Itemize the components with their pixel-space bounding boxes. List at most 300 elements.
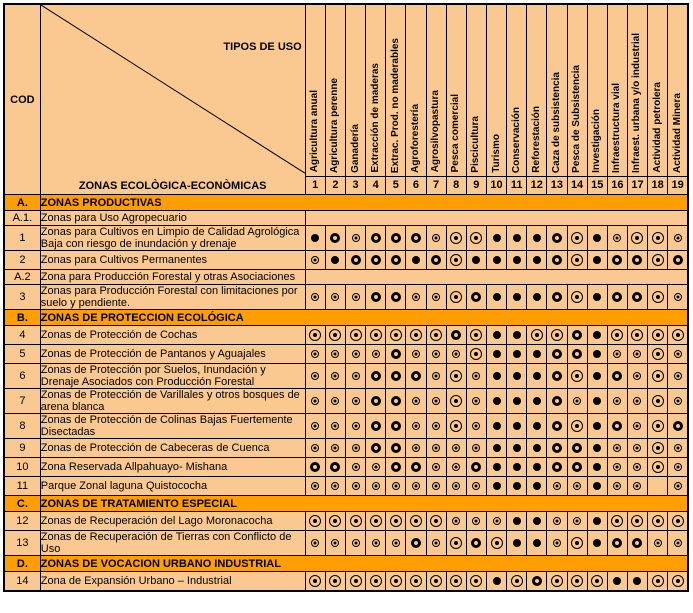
use-type-label: Agrosilvopastura bbox=[430, 90, 442, 173]
matrix-cell bbox=[607, 439, 627, 458]
matrix-cell bbox=[446, 326, 466, 345]
matrix-cell bbox=[406, 285, 426, 310]
matrix-cell bbox=[567, 458, 587, 477]
circled-dot-icon bbox=[430, 515, 442, 527]
matrix-cell bbox=[345, 285, 365, 310]
small-circled-dot-icon bbox=[633, 372, 641, 380]
open-circle-icon bbox=[391, 349, 401, 359]
matrix-cell bbox=[648, 345, 668, 364]
matrix-cell bbox=[607, 285, 627, 310]
row-code: B. bbox=[4, 310, 40, 326]
filled-circle-icon bbox=[493, 444, 501, 452]
matrix-cell bbox=[325, 226, 345, 251]
filled-circle-icon bbox=[593, 517, 601, 525]
open-circle-icon bbox=[371, 255, 381, 265]
small-circled-dot-icon bbox=[392, 539, 400, 547]
matrix-cell bbox=[547, 439, 567, 458]
open-circle-icon bbox=[572, 462, 582, 472]
small-circled-dot-icon bbox=[674, 397, 682, 405]
matrix-cell bbox=[486, 414, 506, 439]
matrix-cell bbox=[366, 389, 386, 414]
open-circle-icon bbox=[330, 462, 340, 472]
circled-dot-icon bbox=[370, 575, 382, 587]
filled-circle-icon bbox=[513, 422, 521, 430]
small-circled-dot-icon bbox=[331, 293, 339, 301]
small-circled-dot-icon bbox=[452, 350, 460, 358]
row-code: 3 bbox=[4, 285, 40, 310]
circled-dot-icon bbox=[450, 537, 462, 549]
use-type-column-header bbox=[426, 4, 446, 176]
open-circle-icon bbox=[391, 443, 401, 453]
use-type-column-header bbox=[627, 4, 647, 176]
matrix-cell bbox=[345, 345, 365, 364]
filled-circle-icon bbox=[593, 372, 601, 380]
matrix-cell bbox=[567, 477, 587, 496]
small-circled-dot-icon bbox=[432, 422, 440, 430]
circled-dot-icon bbox=[571, 254, 583, 266]
small-circled-dot-icon bbox=[372, 463, 380, 471]
open-circle-icon bbox=[411, 538, 421, 548]
matrix-cell bbox=[466, 226, 486, 251]
matrix-cell bbox=[507, 439, 527, 458]
small-circled-dot-icon bbox=[432, 444, 440, 452]
table-row bbox=[4, 211, 688, 226]
matrix-cell bbox=[627, 345, 647, 364]
small-circled-dot-icon bbox=[553, 517, 561, 525]
matrix-cell bbox=[466, 572, 486, 592]
matrix-cell bbox=[567, 251, 587, 270]
table-row bbox=[4, 439, 688, 458]
matrix-cell bbox=[627, 477, 647, 496]
matrix-cell bbox=[345, 414, 365, 439]
open-circle-icon bbox=[391, 292, 401, 302]
matrix-cell bbox=[406, 477, 426, 496]
circled-dot-icon bbox=[350, 515, 362, 527]
matrix-cell bbox=[446, 389, 466, 414]
filled-circle-icon bbox=[493, 372, 501, 380]
small-circled-dot-icon bbox=[633, 482, 641, 490]
row-code: 4 bbox=[4, 326, 40, 345]
matrix-cell bbox=[345, 364, 365, 389]
matrix-cell bbox=[446, 512, 466, 531]
open-circle-icon bbox=[552, 396, 562, 406]
filled-circle-icon bbox=[593, 422, 601, 430]
matrix-cell bbox=[607, 531, 627, 556]
open-circle-icon bbox=[572, 330, 582, 340]
matrix-cell bbox=[547, 285, 567, 310]
filled-circle-icon bbox=[613, 577, 621, 585]
use-type-column-header bbox=[668, 4, 688, 176]
row-code: D. bbox=[4, 556, 40, 572]
matrix-cell bbox=[507, 531, 527, 556]
open-circle-icon bbox=[371, 371, 381, 381]
small-circled-dot-icon bbox=[352, 482, 360, 490]
open-circle-icon bbox=[612, 421, 622, 431]
small-circled-dot-icon bbox=[493, 517, 501, 525]
small-circled-dot-icon bbox=[674, 372, 682, 380]
small-circled-dot-icon bbox=[633, 422, 641, 430]
circled-dot-icon bbox=[390, 329, 402, 341]
matrix-cell bbox=[426, 226, 446, 251]
column-number: 10 bbox=[486, 176, 506, 194]
column-number: 16 bbox=[607, 176, 627, 194]
small-circled-dot-icon bbox=[392, 482, 400, 490]
use-type-label: Infraest. urbana y/o industrial bbox=[631, 32, 643, 173]
matrix-cell bbox=[627, 251, 647, 270]
matrix-cell bbox=[627, 512, 647, 531]
small-circled-dot-icon bbox=[674, 463, 682, 471]
filled-circle-icon bbox=[472, 256, 480, 264]
use-type-column-header bbox=[345, 4, 365, 176]
matrix-cell bbox=[386, 364, 406, 389]
matrix-cell bbox=[325, 389, 345, 414]
small-circled-dot-icon bbox=[472, 482, 480, 490]
filled-circle-icon bbox=[513, 234, 521, 242]
open-circle-icon bbox=[371, 233, 381, 243]
matrix-cell bbox=[386, 251, 406, 270]
row-label: Zonas de Protección de Varillales y otros bosques de arena blanca bbox=[40, 389, 305, 414]
matrix-cell bbox=[345, 531, 365, 556]
filled-circle-icon bbox=[513, 350, 521, 358]
matrix-cell bbox=[648, 285, 668, 310]
matrix-cell bbox=[607, 414, 627, 439]
small-circled-dot-icon bbox=[432, 397, 440, 405]
table-row bbox=[4, 251, 688, 270]
use-type-label: Conservación bbox=[510, 106, 522, 173]
small-circled-dot-icon bbox=[452, 463, 460, 471]
table-row bbox=[4, 270, 688, 285]
circled-dot-icon bbox=[631, 515, 643, 527]
circled-dot-icon bbox=[470, 575, 482, 587]
filled-circle-icon bbox=[493, 234, 501, 242]
matrix-cell bbox=[406, 389, 426, 414]
open-circle-icon bbox=[371, 396, 381, 406]
matrix-cell bbox=[305, 512, 325, 531]
filled-circle-icon bbox=[412, 256, 420, 264]
filled-circle-icon bbox=[533, 372, 541, 380]
small-circled-dot-icon bbox=[633, 444, 641, 452]
matrix-cell bbox=[446, 345, 466, 364]
small-circled-dot-icon bbox=[331, 372, 339, 380]
matrix-cell bbox=[366, 345, 386, 364]
open-circle-icon bbox=[532, 576, 542, 586]
matrix-cell bbox=[486, 251, 506, 270]
matrix-cell bbox=[466, 439, 486, 458]
small-circled-dot-icon bbox=[412, 422, 420, 430]
open-circle-icon bbox=[330, 233, 340, 243]
matrix-cell bbox=[446, 414, 466, 439]
small-circled-dot-icon bbox=[412, 444, 420, 452]
matrix-cell bbox=[607, 226, 627, 251]
matrix-cell bbox=[446, 226, 466, 251]
filled-circle-icon bbox=[533, 482, 541, 490]
column-number: 14 bbox=[567, 176, 587, 194]
open-circle-icon bbox=[471, 538, 481, 548]
column-number: 11 bbox=[507, 176, 527, 194]
small-circled-dot-icon bbox=[674, 444, 682, 452]
circled-dot-icon bbox=[430, 575, 442, 587]
filled-circle-icon bbox=[593, 444, 601, 452]
circled-dot-icon bbox=[450, 232, 462, 244]
matrix-cell bbox=[486, 285, 506, 310]
circled-dot-icon bbox=[652, 348, 664, 360]
circled-dot-icon bbox=[652, 575, 664, 587]
row-code: 2 bbox=[4, 251, 40, 270]
small-circled-dot-icon bbox=[472, 372, 480, 380]
open-circle-icon bbox=[310, 462, 320, 472]
row-label: ZONAS PRODUCTIVAS bbox=[40, 195, 688, 211]
circled-dot-icon bbox=[470, 348, 482, 360]
open-circle-icon bbox=[471, 462, 481, 472]
matrix-cell bbox=[587, 439, 607, 458]
use-type-column-header bbox=[648, 4, 668, 176]
matrix-cell bbox=[507, 512, 527, 531]
filled-circle-icon bbox=[493, 463, 501, 471]
empty-merged-cell bbox=[305, 211, 688, 226]
row-code: A. bbox=[4, 195, 40, 211]
table-row bbox=[4, 572, 688, 592]
matrix-cell bbox=[547, 251, 567, 270]
small-circled-dot-icon bbox=[573, 397, 581, 405]
matrix-cell bbox=[587, 345, 607, 364]
circled-dot-icon bbox=[591, 575, 603, 587]
column-number: 1 bbox=[305, 176, 325, 194]
matrix-cell bbox=[366, 531, 386, 556]
matrix-cell bbox=[547, 572, 567, 592]
open-circle-icon bbox=[612, 292, 622, 302]
row-code: 1 bbox=[4, 226, 40, 251]
matrix-cell bbox=[648, 251, 668, 270]
matrix-cell bbox=[386, 226, 406, 251]
circled-dot-icon bbox=[450, 395, 462, 407]
use-type-label: Infraestructura vial bbox=[611, 82, 623, 173]
row-code: 12 bbox=[4, 512, 40, 531]
matrix-cell bbox=[507, 364, 527, 389]
matrix-cell bbox=[486, 439, 506, 458]
open-circle-icon bbox=[411, 233, 421, 243]
row-code: 10 bbox=[4, 458, 40, 477]
small-circled-dot-icon bbox=[352, 539, 360, 547]
filled-circle-icon bbox=[593, 482, 601, 490]
matrix-cell bbox=[406, 531, 426, 556]
matrix-cell bbox=[426, 439, 446, 458]
matrix-cell bbox=[648, 477, 668, 496]
filled-circle-icon bbox=[593, 539, 601, 547]
table-row bbox=[4, 285, 688, 310]
circled-dot-icon bbox=[652, 420, 664, 432]
matrix-cell bbox=[607, 572, 627, 592]
matrix-cell bbox=[426, 477, 446, 496]
matrix-cell bbox=[567, 285, 587, 310]
matrix-cell bbox=[325, 439, 345, 458]
matrix-cell bbox=[547, 512, 567, 531]
table-row bbox=[4, 345, 688, 364]
circled-dot-icon bbox=[551, 575, 563, 587]
matrix-cell bbox=[366, 572, 386, 592]
matrix-cell bbox=[607, 389, 627, 414]
matrix-cell bbox=[345, 326, 365, 345]
use-type-label: Pesca comercial bbox=[450, 94, 462, 173]
table-row bbox=[4, 512, 688, 531]
filled-circle-icon bbox=[493, 293, 501, 301]
matrix-cell bbox=[386, 285, 406, 310]
matrix-cell bbox=[486, 458, 506, 477]
matrix-cell bbox=[345, 572, 365, 592]
filled-circle-icon bbox=[533, 517, 541, 525]
small-circled-dot-icon bbox=[412, 350, 420, 358]
matrix-cell bbox=[426, 251, 446, 270]
matrix-cell bbox=[668, 458, 688, 477]
circled-dot-icon bbox=[450, 420, 462, 432]
circled-dot-icon bbox=[390, 575, 402, 587]
matrix-cell bbox=[607, 326, 627, 345]
matrix-cell bbox=[668, 389, 688, 414]
matrix-cell bbox=[547, 389, 567, 414]
row-label: Zonas de Recuperación del Lago Moronacocha bbox=[40, 512, 305, 531]
matrix-cell bbox=[305, 345, 325, 364]
table-row bbox=[4, 458, 688, 477]
use-type-label: Investigación bbox=[591, 108, 603, 173]
circled-dot-icon bbox=[410, 329, 422, 341]
row-code: 6 bbox=[4, 364, 40, 389]
matrix-cell bbox=[345, 389, 365, 414]
matrix-cell bbox=[466, 389, 486, 414]
small-circled-dot-icon bbox=[553, 539, 561, 547]
matrix-cell bbox=[587, 414, 607, 439]
circled-dot-icon bbox=[450, 254, 462, 266]
column-number: 18 bbox=[648, 176, 668, 194]
row-label: Zona de Expansión Urbano – Industrial bbox=[40, 572, 305, 592]
filled-circle-icon bbox=[533, 234, 541, 242]
matrix-cell bbox=[386, 414, 406, 439]
circled-dot-icon bbox=[611, 515, 623, 527]
matrix-cell bbox=[466, 285, 486, 310]
small-circled-dot-icon bbox=[654, 539, 662, 547]
matrix-cell bbox=[587, 531, 607, 556]
circled-dot-icon bbox=[511, 575, 523, 587]
use-type-column-header bbox=[446, 4, 466, 176]
filled-circle-icon bbox=[593, 350, 601, 358]
small-circled-dot-icon bbox=[331, 444, 339, 452]
matrix-cell bbox=[527, 251, 547, 270]
matrix-cell bbox=[386, 389, 406, 414]
use-type-column-header bbox=[527, 4, 547, 176]
circled-dot-icon bbox=[350, 575, 362, 587]
matrix-cell bbox=[366, 439, 386, 458]
small-circled-dot-icon bbox=[633, 463, 641, 471]
circled-dot-icon bbox=[309, 515, 321, 527]
use-type-column-header bbox=[547, 4, 567, 176]
matrix-cell bbox=[547, 345, 567, 364]
matrix-cell bbox=[567, 531, 587, 556]
matrix-cell bbox=[325, 477, 345, 496]
filled-circle-icon bbox=[533, 350, 541, 358]
use-type-label: Ganadería bbox=[349, 123, 361, 173]
circled-dot-icon bbox=[571, 420, 583, 432]
small-circled-dot-icon bbox=[553, 482, 561, 490]
row-code: A.1. bbox=[4, 211, 40, 226]
row-code: A.2 bbox=[4, 270, 40, 285]
matrix-cell bbox=[446, 439, 466, 458]
open-circle-icon bbox=[552, 255, 562, 265]
matrix-cell bbox=[527, 226, 547, 251]
circled-dot-icon bbox=[652, 291, 664, 303]
row-code: 7 bbox=[4, 389, 40, 414]
matrix-cell bbox=[305, 364, 325, 389]
small-circled-dot-icon bbox=[472, 517, 480, 525]
matrix-cell bbox=[607, 458, 627, 477]
small-circled-dot-icon bbox=[311, 293, 319, 301]
small-circled-dot-icon bbox=[331, 350, 339, 358]
open-circle-icon bbox=[411, 462, 421, 472]
matrix-cell bbox=[305, 326, 325, 345]
use-type-label: Actividad Minera bbox=[671, 92, 683, 173]
row-label: Zonas de Protección de Pantanos y Aguajales bbox=[40, 345, 305, 364]
matrix-cell bbox=[366, 477, 386, 496]
filled-circle-icon bbox=[513, 482, 521, 490]
row-label: ZONAS DE TRATAMIENTO ESPECIAL bbox=[40, 496, 688, 512]
matrix-cell bbox=[527, 531, 547, 556]
matrix-cell bbox=[668, 414, 688, 439]
small-circled-dot-icon bbox=[472, 422, 480, 430]
column-number: 4 bbox=[366, 176, 386, 194]
matrix-cell bbox=[607, 251, 627, 270]
matrix-cell bbox=[567, 572, 587, 592]
use-type-label: Extracción de maderas bbox=[369, 63, 381, 173]
matrix-cell bbox=[527, 477, 547, 496]
row-label: ZONAS DE PROTECCION ECOLÓGICA bbox=[40, 310, 688, 326]
row-label: Zonas para Cultivos Permanentes bbox=[40, 251, 305, 270]
small-circled-dot-icon bbox=[352, 372, 360, 380]
use-type-label: Caza de subsistencia bbox=[550, 71, 562, 173]
cod-header: COD bbox=[4, 4, 40, 195]
matrix-cell bbox=[486, 531, 506, 556]
open-circle-icon bbox=[391, 396, 401, 406]
open-circle-icon bbox=[471, 292, 481, 302]
matrix-cell bbox=[527, 389, 547, 414]
circled-dot-icon bbox=[329, 575, 341, 587]
column-number: 15 bbox=[587, 176, 607, 194]
matrix-cell bbox=[507, 389, 527, 414]
circled-dot-icon bbox=[672, 329, 684, 341]
matrix-cell bbox=[668, 251, 688, 270]
matrix-cell bbox=[305, 251, 325, 270]
matrix-cell bbox=[386, 326, 406, 345]
small-circled-dot-icon bbox=[352, 293, 360, 301]
matrix-cell bbox=[567, 345, 587, 364]
matrix-cell bbox=[567, 389, 587, 414]
open-circle-icon bbox=[612, 371, 622, 381]
table-row bbox=[4, 226, 688, 251]
filled-circle-icon bbox=[593, 293, 601, 301]
matrix-cell bbox=[446, 458, 466, 477]
small-circled-dot-icon bbox=[311, 422, 319, 430]
matrix-cell bbox=[648, 439, 668, 458]
matrix-cell bbox=[507, 477, 527, 496]
small-circled-dot-icon bbox=[311, 256, 319, 264]
matrix-cell bbox=[507, 345, 527, 364]
filled-circle-icon bbox=[493, 397, 501, 405]
circled-dot-icon bbox=[430, 329, 442, 341]
matrix-cell bbox=[426, 458, 446, 477]
matrix-cell bbox=[345, 458, 365, 477]
use-type-label: Agricultura anual bbox=[309, 90, 321, 173]
matrix-cell bbox=[567, 512, 587, 531]
matrix-cell bbox=[627, 226, 647, 251]
matrix-cell bbox=[366, 285, 386, 310]
open-circle-icon bbox=[673, 421, 683, 431]
section-row bbox=[4, 310, 688, 326]
